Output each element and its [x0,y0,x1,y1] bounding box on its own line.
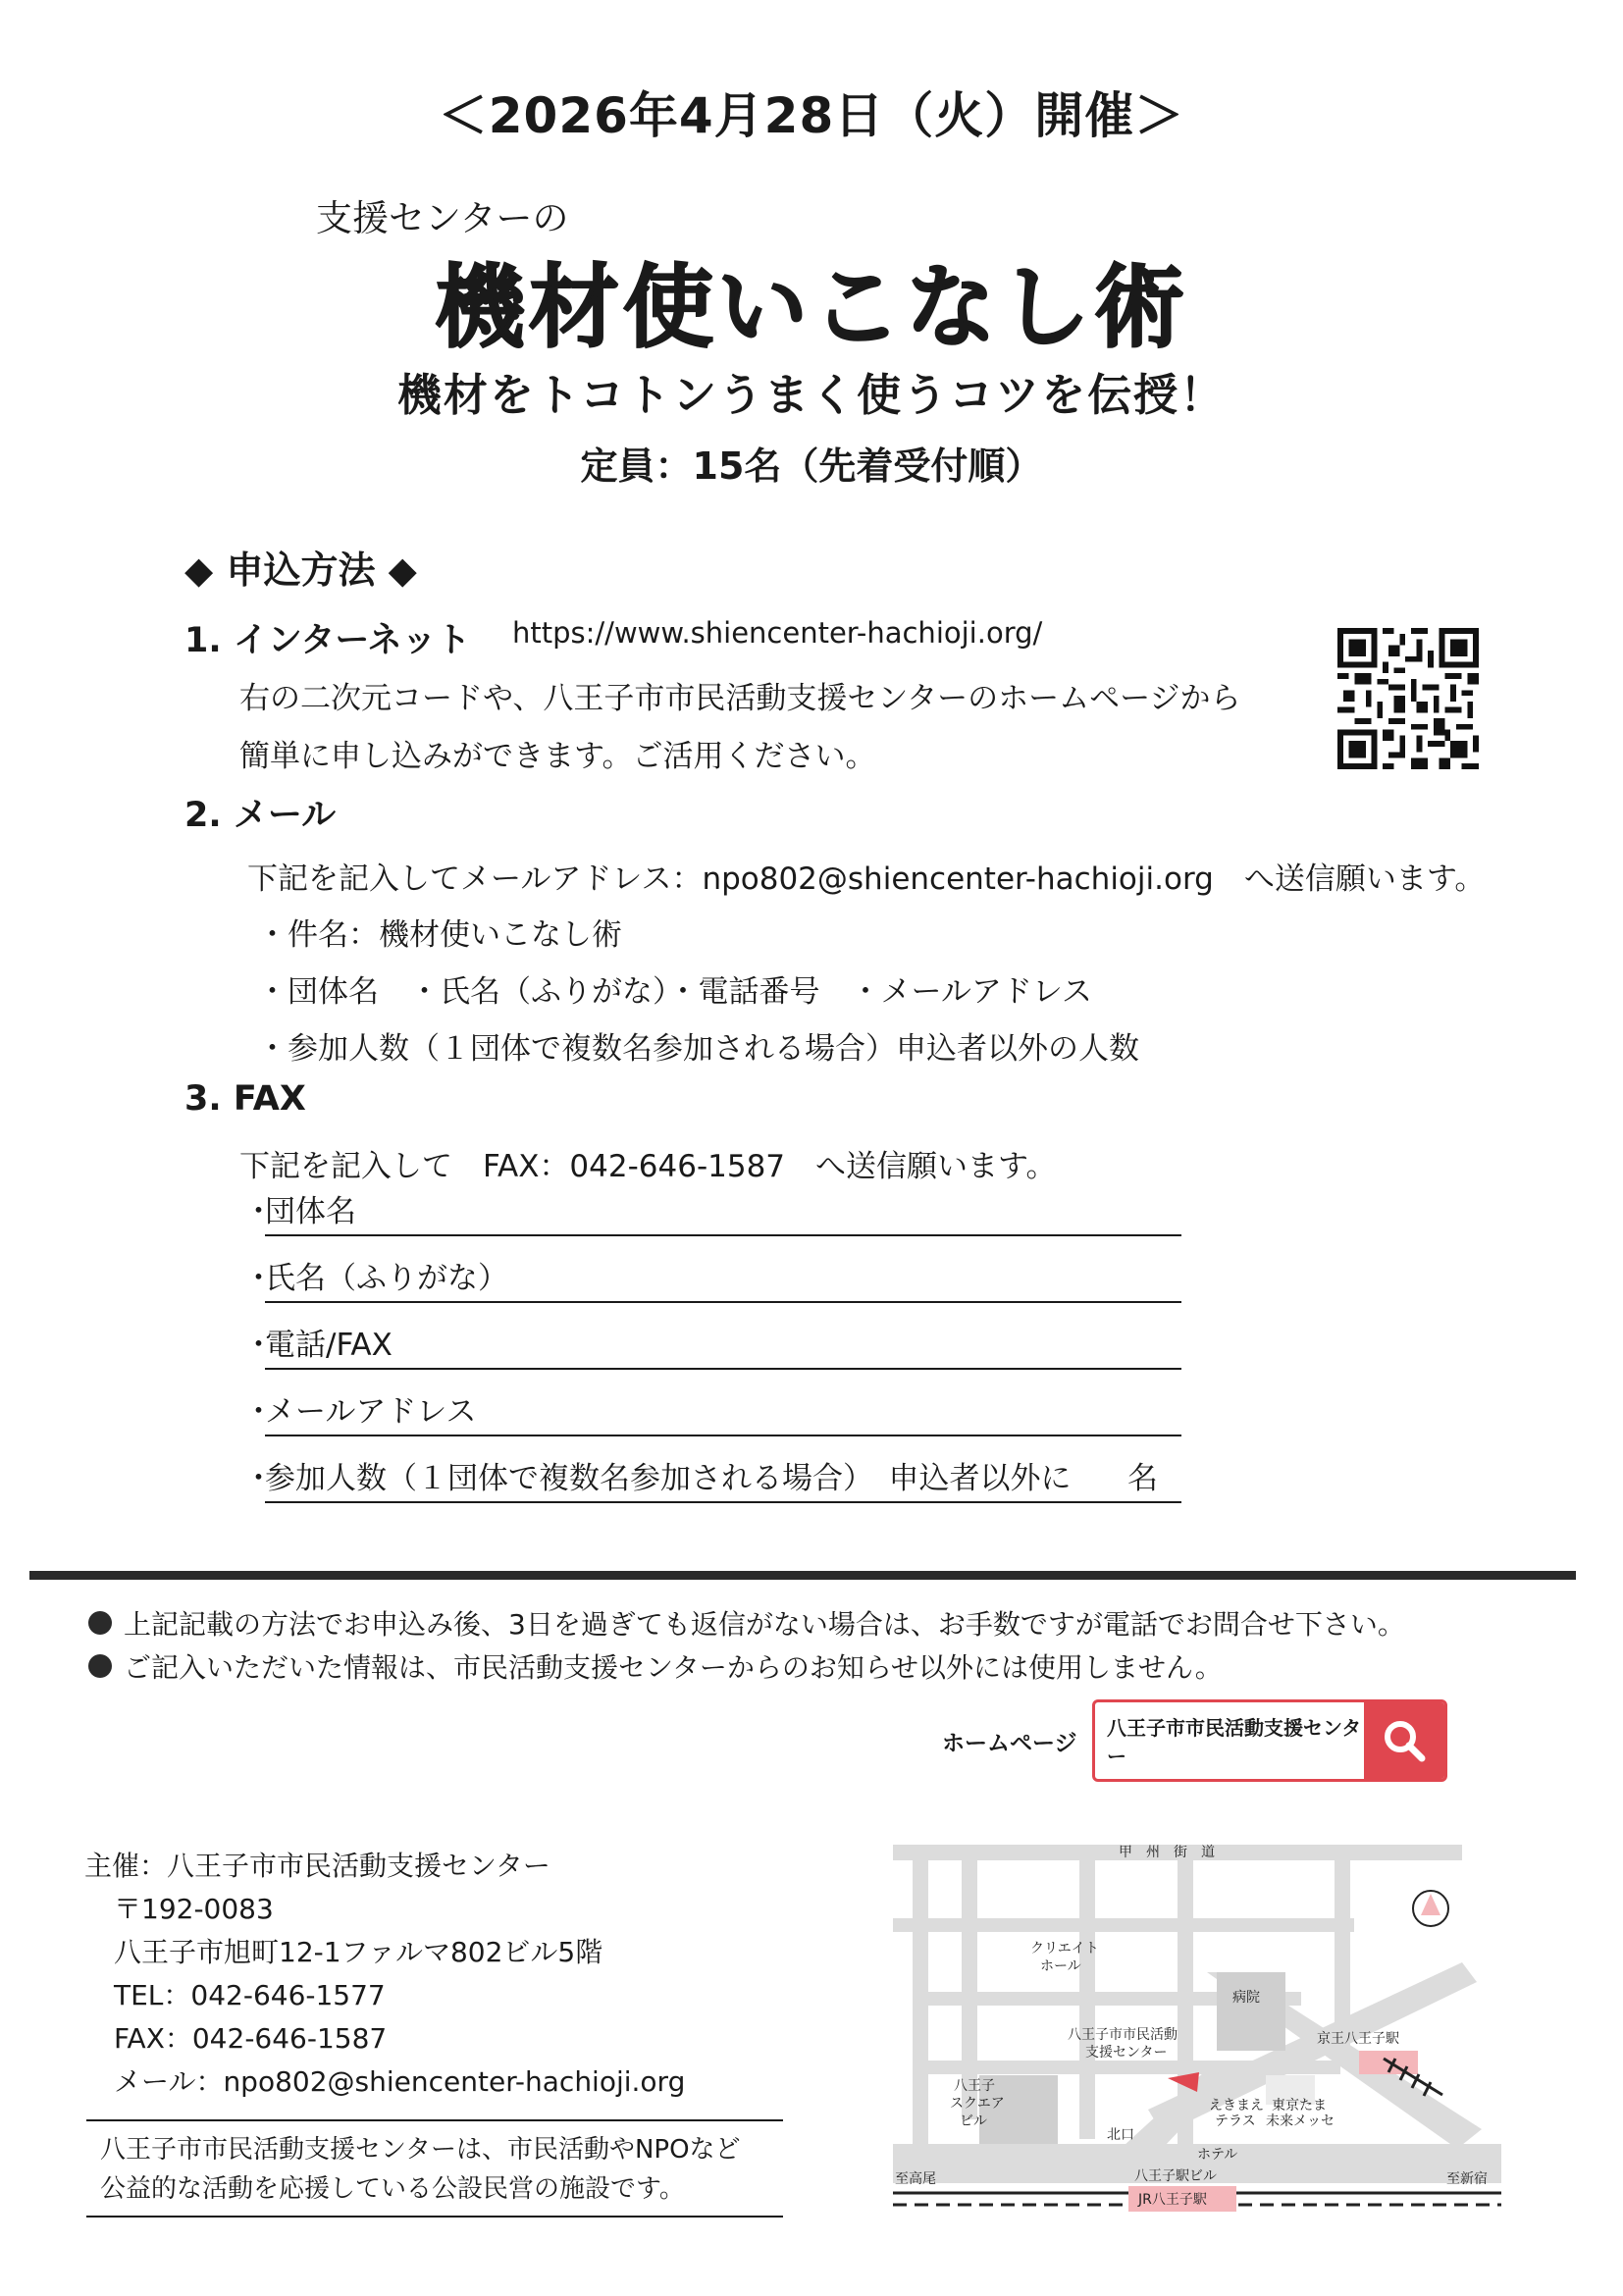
internet-description-2: 簡単に申し込みができます。ご活用ください。 [239,739,876,774]
about-text: 八王子市市民活動支援センターは、市民活動やNPOなど [100,2135,741,2165]
internet-description: 右の二次元コードや、八王子市市民活動支援センターのホームページから [239,681,1241,716]
about-text-2: 公益的な活動を応援している公設民営の施設です。 [100,2174,685,2204]
map-label-square-2: スクエア [950,2096,1005,2112]
map-label-center: 八王子市市民活動 [1068,2027,1178,2043]
mail-item-count: ・参加人数（１団体で複数名参加される場合）申込者以外の人数 [257,1031,1139,1067]
homepage-search-box[interactable] [1092,1699,1447,1782]
capacity: 定員：15名（先着受付順） [580,444,1043,488]
access-map [893,1815,1501,2237]
qr-code-icon[interactable] [1337,628,1479,769]
map-label-to-shinjuku: 至新宿 [1446,2171,1488,2187]
organizer-postal: 〒192-0083 [114,1893,274,1925]
fax-field-name[interactable] [243,1252,1181,1303]
organizer-address: 八王子市旭町12-1ファルマ802ビル5階 [114,1936,603,1968]
bullet-dot-icon [88,1654,112,1678]
map-label-messe-2: 未来メッセ [1266,2113,1335,2129]
map-label-eki-2: テラス [1215,2113,1256,2129]
map-label-square: 八王子 [954,2078,995,2094]
map-label-hospital: 病院 [1232,1990,1260,2006]
fax-field-participants[interactable] [243,1450,1181,1503]
map-label-road: 甲 州 街 道 [1119,1845,1215,1860]
map-label-keio-station: 京王八王子駅 [1317,2031,1399,2047]
about-border-top [86,2119,783,2121]
fax-section-title: 3. FAX [184,1079,306,1119]
organizer-fax: FAX：042-646-1587 [114,2022,388,2055]
subtitle: 機材をトコトンうまく使うコツを伝授！ [396,369,1227,421]
homepage-search-button[interactable] [1364,1702,1444,1779]
map-label-square-3: ビル [960,2113,987,2129]
map-label-hotel: ホテル [1197,2147,1238,2163]
fax-field-label: 参加人数（１団体で複数名参加される場合） 申込者以外に [265,1461,1072,1496]
note-item [88,1646,1223,1686]
fax-field-bullet: ・ [243,1261,274,1296]
fax-field-phone[interactable] [243,1319,1181,1370]
about-border-bottom [86,2216,783,2218]
internet-section-title: 1. インターネット [184,621,471,660]
map-label-create-hall: クリエイト [1030,1941,1099,1957]
section-divider [29,1571,1576,1580]
map-label-kitaguchi: 北口 [1107,2127,1134,2143]
note-text: ご記入いただいた情報は、市民活動支援センターからのお知らせ以外には使用しません。 [124,1651,1223,1684]
page-title: 機材使いこなし術 [434,255,1188,360]
apply-heading: ◆ 申込方法 ◆ [184,548,417,592]
fax-instruction: 下記を記入して FAX：042-646-1587 へ送信願います。 [239,1149,1057,1184]
mail-section-title: 2. メール [184,796,337,835]
search-icon [1379,1715,1430,1766]
note-item [88,1603,1405,1643]
website-url-link[interactable]: https://www.shiencenter-hachioji.org/ [512,616,1043,650]
map-label-messe: 東京たま [1272,2098,1327,2113]
organizer-mail[interactable]: メール：npo802@shiencenter-hachioji.org [114,2065,686,2098]
fax-field-bullet: ・ [243,1328,274,1363]
map-label-create-hall-2: ホール [1040,1958,1081,1974]
fax-field-label: メールアドレス [265,1394,477,1430]
fax-field-bullet: ・ [243,1194,274,1229]
fax-field-label: 氏名（ふりがな） [265,1261,508,1296]
homepage-search-text[interactable]: 八王子市市民活動支援センター [1107,1716,1362,1768]
fax-field-label: 電話/FAX [265,1328,393,1363]
map-label-station-building: 八王子駅ビル [1134,2168,1217,2184]
homepage-label: ホームページ [942,1731,1077,1756]
organizer-host: 主催：八王子市市民活動支援センター [84,1850,550,1882]
map-label-eki: えきまえ [1209,2098,1264,2113]
map-label-to-takao: 至高尾 [895,2171,936,2187]
note-text: 上記記載の方法でお申込み後、3日を過ぎても返信がない場合は、お手数ですが電話でお問合せ下さい。 [124,1608,1405,1641]
bullet-dot-icon [88,1611,112,1635]
organizer-tel: TEL：042-646-1577 [114,1979,386,2011]
map-label-center-2: 支援センター [1085,2045,1168,2061]
mail-item-subject: ・件名：機材使いこなし術 [257,917,622,953]
fax-field-unit: 名 [1127,1461,1158,1496]
map-label-jr-station: JR八王子駅 [1138,2192,1207,2208]
mail-instruction: 下記を記入してメールアドレス：npo802@shiencenter-hachioji.org へ送信願います。 [247,861,1486,897]
fax-field-bullet: ・ [243,1394,274,1430]
fax-field-group-name[interactable] [243,1185,1181,1236]
fax-field-email[interactable] [243,1385,1181,1436]
pre-title: 支援センターの [316,197,569,239]
fax-field-label: 団体名 [265,1194,356,1229]
event-date: ＜2026年4月28日（火）開催＞ [438,87,1185,144]
mail-item-fields: ・団体名 ・氏名（ふりがな）・電話番号 ・メールアドレス [257,974,1092,1010]
fax-field-bullet: ・ [243,1461,274,1496]
